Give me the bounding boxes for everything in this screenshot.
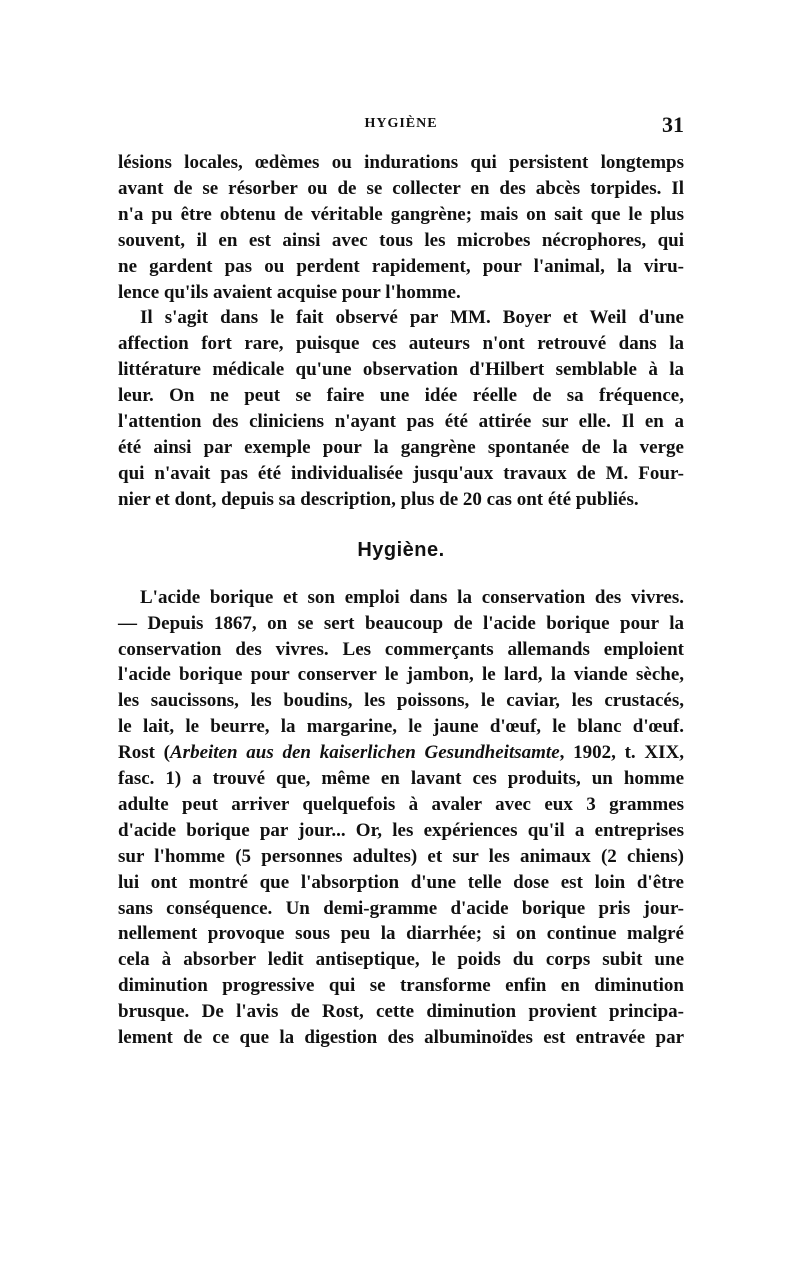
- page-number: 31: [662, 112, 684, 137]
- text-line: conservation des vivres. Les commerçants allemands emploient: [118, 638, 684, 660]
- text-line: lence qu'ils avaient acquise pour l'homme.: [118, 281, 461, 303]
- citation-title: Arbeiten aus den kaiserlichen Gesundheitsamte: [170, 742, 560, 764]
- text-line: — Depuis 1867, on se sert beaucoup de l'acide borique pour la: [118, 612, 684, 634]
- text-line: avant de se résorber ou de se collecter en des abcès torpides. Il: [118, 177, 684, 199]
- text-line: n'a pu être obtenu de véritable gangrène; mais on sait que le plus: [118, 203, 684, 225]
- citation-prefix: Rost (: [118, 742, 170, 764]
- running-head: [118, 112, 684, 142]
- text-line: les saucissons, les boudins, les poissons, le caviar, les crustacés,: [118, 690, 684, 712]
- text-line: l'acide borique pour conserver le jambon, le lard, la viande sèche,: [118, 664, 684, 686]
- text-line: ne gardent pas ou perdent rapidement, pour l'animal, la viru-: [118, 255, 684, 277]
- citation-suffix: , 1902, t. XIX,: [559, 742, 684, 764]
- paragraph-2: [118, 305, 684, 512]
- text-line: fasc. 1) a trouvé que, même en lavant ces produits, un homme: [118, 768, 684, 790]
- text-line: été ainsi par exemple pour la gangrène spontanée de la verge: [118, 436, 684, 458]
- text-line: lement de ce que la digestion des albuminoïdes est entravée par: [118, 1027, 684, 1049]
- text-line: sans conséquence. Un demi-gramme d'acide borique pris jour-: [118, 897, 684, 919]
- text-line: Il s'agit dans le fait observé par MM. Boyer et Weil d'une: [140, 307, 684, 329]
- text-line: d'acide borique par jour... Or, les expériences qu'il a entreprises: [118, 819, 684, 841]
- article-paragraph: [118, 585, 684, 1051]
- page-body: [118, 150, 684, 1051]
- text-line: leur. On ne peut se faire une idée réelle de sa fréquence,: [118, 385, 684, 407]
- text-line: qui n'avait pas été individualisée jusqu'aux travaux de M. Four-: [118, 462, 684, 484]
- text-line: affection fort rare, puisque ces auteurs n'ont retrouvé dans la: [118, 333, 684, 355]
- text-line: cela à absorber ledit antiseptique, le poids du corps subit une: [118, 949, 684, 971]
- text-line: l'attention des cliniciens n'ayant pas été attirée sur elle. Il en a: [118, 411, 684, 433]
- paragraph-1: [118, 150, 684, 305]
- text-line: souvent, il en est ainsi avec tous les microbes nécrophores, qui: [118, 229, 684, 251]
- text-line: adulte peut arriver quelquefois à avaler avec eux 3 grammes: [118, 793, 684, 815]
- text-line: lui ont montré que l'absorption d'une telle dose est loin d'être: [118, 871, 684, 893]
- citation-line: [118, 740, 684, 766]
- text-line: sur l'homme (5 personnes adultes) et sur les animaux (2 chiens): [118, 845, 684, 867]
- section-heading: Hygiène.: [357, 538, 445, 561]
- running-head-title: HYGIÈNE: [364, 116, 438, 131]
- text-line: brusque. De l'avis de Rost, cette diminution provient principa-: [118, 1001, 684, 1023]
- text-line: nier et dont, depuis sa description, plus de 20 cas ont été publiés.: [118, 488, 639, 510]
- text-line: nellement provoque sous peu la diarrhée; si on continue malgré: [118, 923, 684, 945]
- text-line: lésions locales, œdèmes ou indurations qui persistent longtemps: [118, 152, 684, 173]
- text-line: le lait, le beurre, la margarine, le jaune d'œuf, le blanc d'œuf.: [118, 716, 684, 738]
- text-line: diminution progressive qui se transforme enfin en diminution: [118, 975, 684, 997]
- article-title: L'acide borique et son emploi dans la conservation des vivres.: [140, 586, 684, 608]
- text-line: littérature médicale qu'une observation d'Hilbert semblable à la: [118, 359, 684, 381]
